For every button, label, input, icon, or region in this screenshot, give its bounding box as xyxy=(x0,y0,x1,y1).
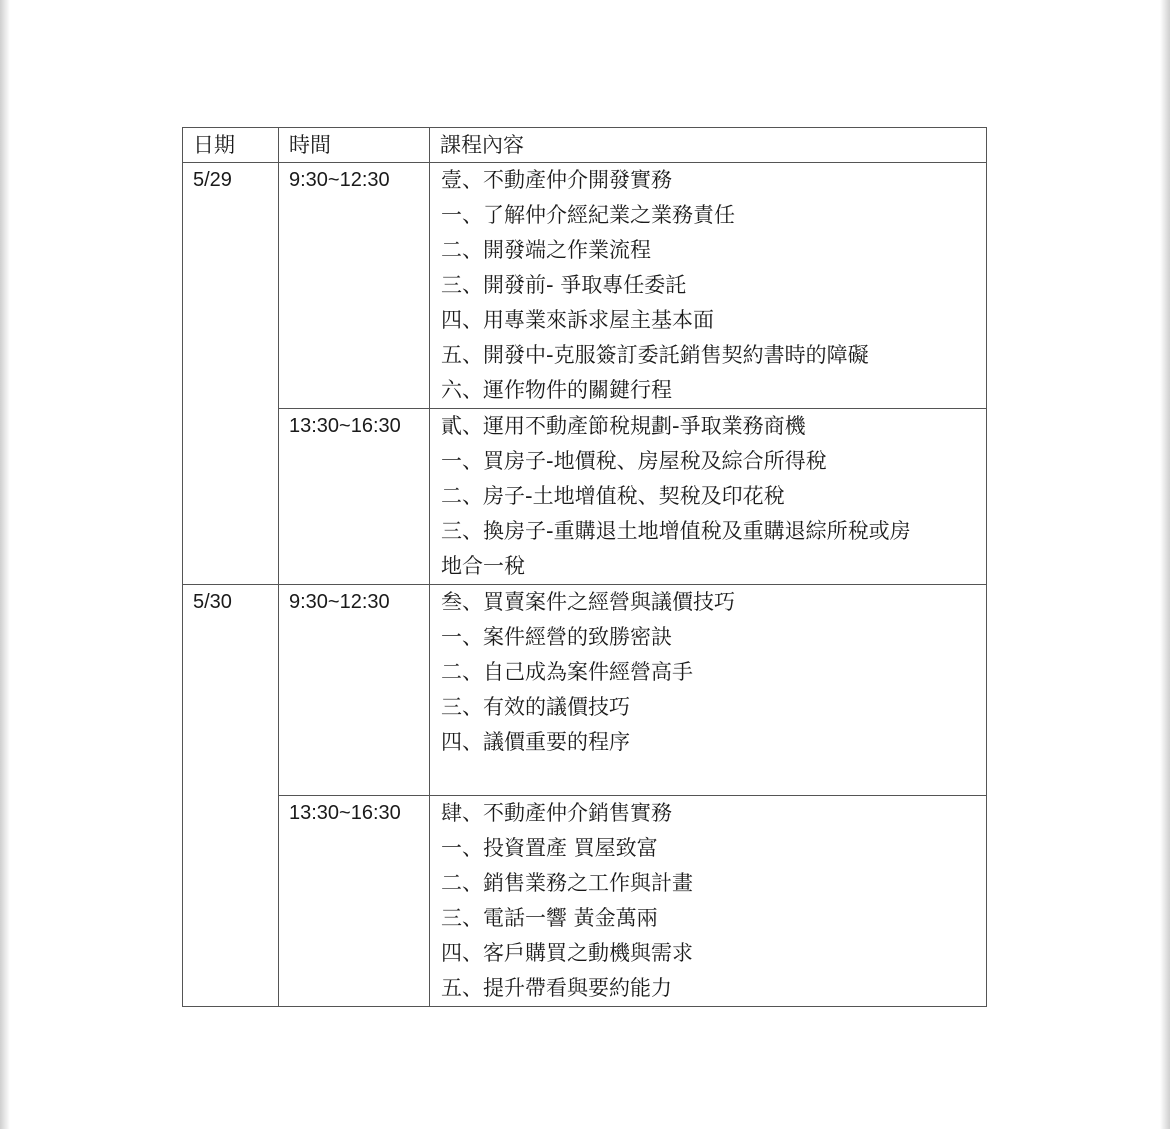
time-cell xyxy=(279,163,430,409)
page-shadow-left xyxy=(0,0,10,1129)
table-row xyxy=(183,409,987,585)
table-row xyxy=(183,163,987,409)
course-schedule-table xyxy=(182,127,987,1007)
time-cell xyxy=(279,585,430,796)
table-row xyxy=(183,796,987,1007)
course-line: 五、開發中-克服簽訂委託銷售契約書時的障礙 xyxy=(441,343,869,367)
course-line: 四、客戶購買之動機與需求 xyxy=(441,941,693,965)
course-line: 叁、買賣案件之經營與議價技巧 xyxy=(441,590,735,614)
course-line: 六、運作物件的關鍵行程 xyxy=(441,378,672,402)
blank-line xyxy=(441,760,978,795)
content-cell xyxy=(430,796,987,1007)
time-cell xyxy=(279,796,430,1007)
table-row xyxy=(183,585,987,796)
content-cell xyxy=(430,585,987,796)
header-content: 課程內容 xyxy=(430,128,987,163)
course-line: 地合一稅 xyxy=(441,554,525,578)
content-cell xyxy=(430,163,987,409)
page-shadow-right xyxy=(1160,0,1170,1129)
course-line: 壹、不動產仲介開發實務 xyxy=(441,168,672,192)
course-line: 貳、運用不動產節稅規劃-爭取業務商機 xyxy=(441,414,806,438)
course-line: 一、買房子-地價稅、房屋稅及綜合所得稅 xyxy=(441,449,827,473)
course-line: 一、投資置產 買屋致富 xyxy=(441,836,658,860)
course-line: 二、銷售業務之工作與計畫 xyxy=(441,871,693,895)
time-value: 13:30~16:30 xyxy=(289,415,401,437)
header-date: 日期 xyxy=(183,128,279,163)
course-line: 三、開發前- 爭取專任委託 xyxy=(441,273,687,297)
content-cell xyxy=(430,409,987,585)
date-cell xyxy=(183,163,279,585)
time-cell xyxy=(279,409,430,585)
time-value: 13:30~16:30 xyxy=(289,802,401,824)
course-line: 一、了解仲介經紀業之業務責任 xyxy=(441,203,735,227)
course-line: 二、自己成為案件經營高手 xyxy=(441,660,693,684)
course-line: 四、議價重要的程序 xyxy=(441,730,630,754)
course-line: 三、電話一響 黃金萬兩 xyxy=(441,906,658,930)
course-line: 三、換房子-重購退土地增值稅及重購退綜所稅或房 xyxy=(441,519,911,543)
course-line: 四、用專業來訴求屋主基本面 xyxy=(441,308,714,332)
header-time: 時間 xyxy=(279,128,430,163)
course-line: 二、房子-土地增值稅、契稅及印花稅 xyxy=(441,484,785,508)
course-line: 一、案件經營的致勝密訣 xyxy=(441,625,672,649)
course-line: 五、提升帶看與要約能力 xyxy=(441,976,672,1000)
date-cell xyxy=(183,585,279,1007)
table-header-row xyxy=(183,128,987,163)
date-value: 5/29 xyxy=(193,169,232,191)
course-line: 二、開發端之作業流程 xyxy=(441,238,651,262)
time-value: 9:30~12:30 xyxy=(289,591,390,613)
time-value: 9:30~12:30 xyxy=(289,169,390,191)
course-line: 肆、不動產仲介銷售實務 xyxy=(441,801,672,825)
date-value: 5/30 xyxy=(193,591,232,613)
course-line: 三、有效的議價技巧 xyxy=(441,695,630,719)
